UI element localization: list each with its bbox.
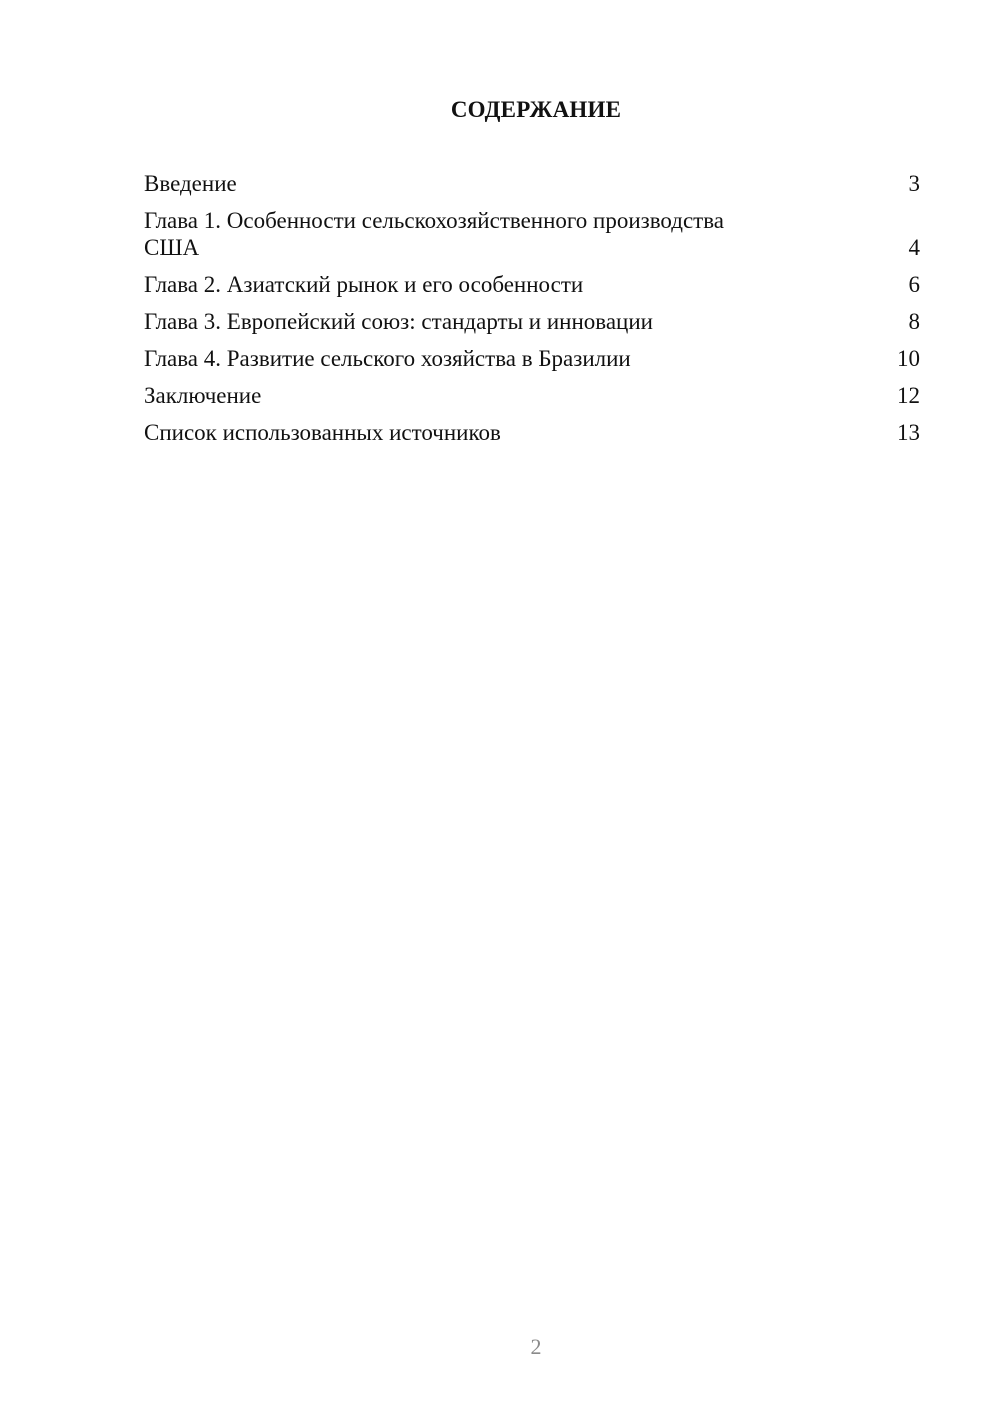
toc-entry-chapter-1 <box>144 207 920 261</box>
toc-entry-title: Заключение <box>144 383 262 408</box>
toc-entry-page: 4 <box>908 235 920 260</box>
toc-entry-introduction <box>144 170 920 197</box>
toc-entry-chapter-2 <box>144 271 920 298</box>
toc-entry-references <box>144 419 920 446</box>
toc-entry-title: Введение <box>144 171 237 196</box>
toc-entry-title: Глава 3. Европейский союз: стандарты и инновации <box>144 309 653 334</box>
toc-entry-title: Глава 1. Особенности сельскохозяйственного производства США <box>144 208 724 260</box>
toc-entry-conclusion <box>144 382 920 409</box>
toc-entry-chapter-3 <box>144 308 920 335</box>
toc-entry-title: Список использованных источников <box>144 420 501 445</box>
toc-entry-chapter-4 <box>144 345 920 372</box>
toc-entry-page: 8 <box>908 309 920 334</box>
page-number: 2 <box>530 1334 542 1359</box>
toc-entry-page: 10 <box>897 346 920 371</box>
toc-entry-page: 3 <box>908 171 920 196</box>
toc-entry-title: Глава 2. Азиатский рынок и его особенности <box>144 272 584 297</box>
toc-entry-page: 13 <box>897 420 920 445</box>
toc-entry-page: 6 <box>908 272 920 297</box>
table-of-contents <box>144 170 920 456</box>
toc-entry-page: 12 <box>897 383 920 408</box>
toc-entry-title: Глава 4. Развитие сельского хозяйства в Бразилии <box>144 346 631 371</box>
page-title: СОДЕРЖАНИЕ <box>450 97 622 122</box>
